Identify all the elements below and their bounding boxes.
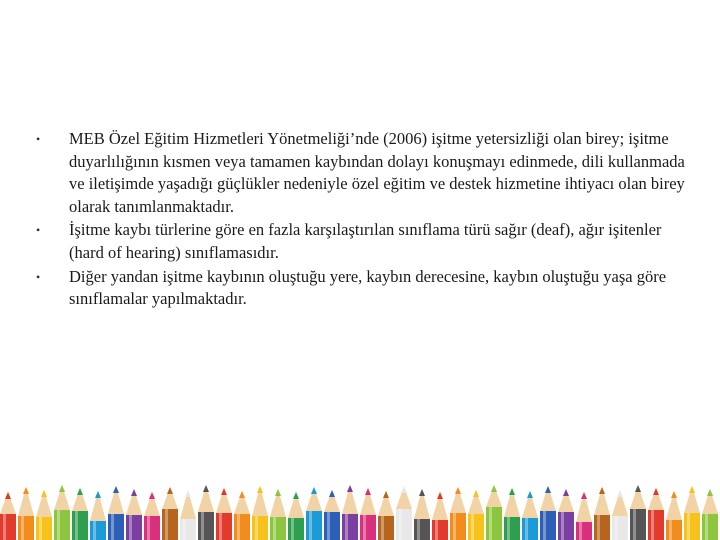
pencil-icon — [144, 492, 160, 540]
pencil-icon — [540, 486, 556, 540]
bullet-item — [36, 128, 686, 218]
pencil-icon — [360, 488, 376, 540]
bullet-text: MEB Özel Eğitim Hizmetleri Yönetmeliği’nde (2006) işitme yetersizliği olan birey; işitme duyarlılığının kısmen veya tamamen kaybından dolayı konuşmayı edinmede, dili kullanmada ve iletişimde yaşadığı güçlükler nedeniyle özel eğitim ve destek hizmetine ihtiyacı olan birey olarak tanımlanmaktadır. — [69, 129, 685, 216]
pencil-icon — [396, 486, 412, 540]
pencil-icon — [216, 488, 232, 540]
pencil-icon — [54, 485, 70, 540]
pencil-icon — [486, 485, 502, 540]
pencil-icon — [378, 491, 394, 540]
bullet-list — [36, 128, 686, 311]
bullet-marker: • — [36, 132, 41, 146]
pencil-icon — [702, 489, 718, 540]
bullet-item — [36, 266, 686, 311]
pencil-icon — [504, 488, 520, 540]
slide-body — [36, 128, 686, 312]
pencil-icon — [0, 492, 16, 540]
pencil-icon — [684, 486, 700, 540]
pencil-icon — [414, 489, 430, 540]
pencil-icon — [234, 491, 250, 540]
pencil-icon — [558, 489, 574, 540]
pencil-icon — [252, 486, 268, 540]
pencil-icon — [36, 490, 52, 540]
bullet-marker: • — [36, 223, 41, 238]
pencil-icon — [18, 487, 34, 540]
pencil-icon — [180, 490, 196, 540]
pencil-icon — [126, 489, 142, 540]
pencil-icon — [594, 487, 610, 540]
pencil-icon — [576, 492, 592, 540]
pencil-icon — [198, 485, 214, 540]
bullet-marker: • — [36, 269, 41, 284]
pencil-icon — [432, 492, 448, 540]
pencil-icon — [450, 487, 466, 540]
pencil-icon — [468, 490, 484, 540]
bullet-text: Diğer yandan işitme kaybının oluştuğu yere, kaybın derecesine, kaybın oluştuğu yaşa göre sınıflamalar yapılmaktadır. — [69, 266, 667, 309]
pencil-icon — [630, 485, 646, 540]
pencil-icon — [324, 490, 340, 540]
pencil-icon — [108, 486, 124, 540]
pencil-icon — [90, 491, 106, 540]
pencil-icon — [270, 489, 286, 540]
pencil-icon — [648, 488, 664, 540]
pencil-icon — [522, 491, 538, 540]
pencil-icon — [666, 491, 682, 540]
pencil-icon — [288, 492, 304, 540]
pencil-icon — [162, 487, 178, 540]
bullet-item — [36, 219, 686, 264]
pencil-icon — [612, 490, 628, 540]
pencil-icon — [72, 488, 88, 540]
pencil-icon — [342, 485, 358, 540]
colored-pencils-border — [0, 470, 720, 540]
bullet-text: İşitme kaybı türlerine göre en fazla karşılaştırılan sınıflama türü sağır (deaf), ağır işitenler (hard of hearing) sınıflamasıdır. — [69, 220, 662, 262]
pencil-icon — [306, 487, 322, 540]
